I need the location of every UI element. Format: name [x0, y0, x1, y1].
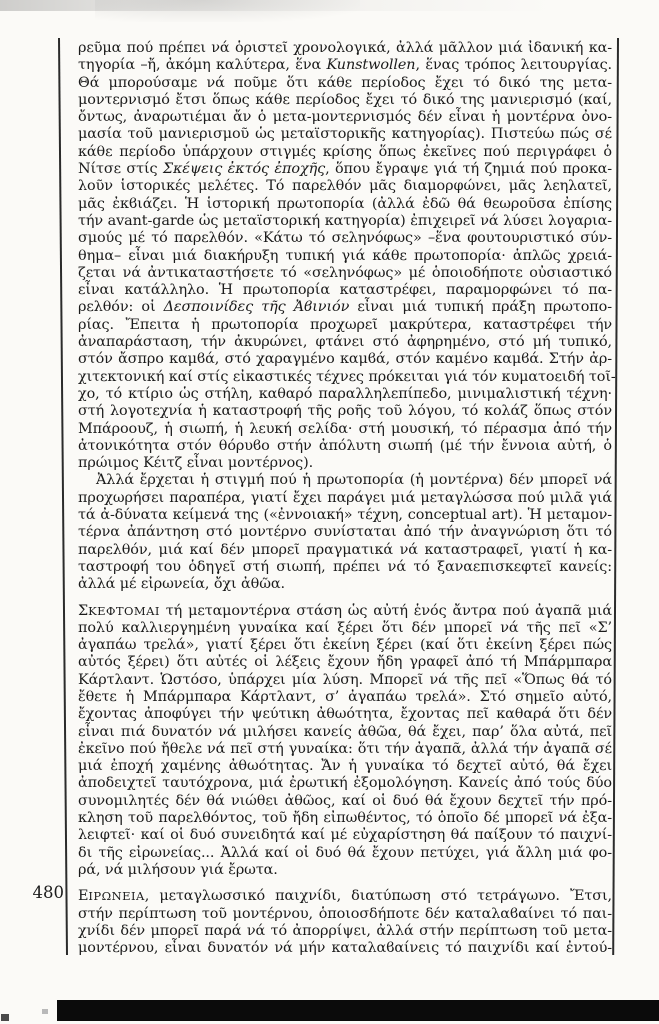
paragraph	[78, 40, 616, 472]
text-column	[78, 40, 616, 957]
text-line: κληση τοῦ παρελθόντος, τοῦ ἤδη εἰπωθέντος, τό ὁποῖο δέ μπορεῖ νά ἐξα-	[78, 810, 612, 827]
page-number: 480	[32, 883, 64, 902]
paragraph	[78, 472, 612, 593]
text-line: ἀναπαράσταση, τήν ἀκυρώνει, φτάνει στό ἀφηρημένο, στό μή τυπικό,	[78, 334, 612, 351]
text-line: μοντέρνου, εἶναι δυνατόν νά μήν καταλαϐαίνεις τό παιχνίδι καί ἐντού-	[78, 940, 612, 957]
text-line: ἔθετε ἡ Μπάρμπαρα Κάρτλαντ, σ’ ἀγαπάω τρελά». Στό σημεῖο αὐτό,	[78, 688, 612, 705]
text-line: δι τῆς εἰρωνείας... Ἀλλά καί οἱ δυό θά ἔχουν πετύχει, γιά ἄλλη μιά φο-	[78, 844, 612, 861]
text-line: ἀποδειχτεῖ ταυτόχρονα, μιά ἐρωτική ἐξομολόγηση. Κανείς ἀπό τούς δύο	[78, 775, 612, 792]
text-line: ρά, νά μιλήσουν γιά ἔρωτα.	[78, 861, 278, 878]
text-line: ρεῦμα πού πρέπει νά ὁριστεῖ χρονολογικά, ἀλλά μᾶλλον μιά ἰδανική κα-	[78, 40, 612, 56]
text-line: ὄντως, ἀναρωτιέμαι ἄν ὁ μετα-μοντερνισμός δέν εἶναι ἡ μοντέρνα ὀνο-	[78, 109, 612, 126]
text-line: Ἀλλά ἔρχεται ἡ στιγμή πού ἡ πρωτοπορία (ἡ μοντέρνα) δέν μπορεῖ νά	[96, 472, 612, 489]
paragraph	[78, 888, 612, 957]
text-line: ταστροφή του ὁδηγεῖ στή σιωπή, πρέπει νά τό ξαναεπισκεφτεῖ κανείς:	[78, 558, 612, 575]
text-line: στήν περίπτωση τοῦ μοντέρνου, ὁποιοσδήποτε δέν καταλαϐαίνει τό παι-	[78, 905, 612, 922]
text-line: μοντερνισμό ἔτσι ὅπως κάθε περίοδος ἔχει τό δικό της μανιερισμό (καί,	[78, 91, 612, 108]
right-margin-rule	[612, 38, 619, 955]
text-line: αὐτός ξέρει) ὅτι αὐτές οἱ λέξεις ἔχουν ἤδη γραφεῖ ἀπό τή Μπάρμπαρα	[78, 654, 612, 671]
text-line: παρελθόν, μιά καί δέν μπορεῖ πραγματικά νά καταστραφεῖ, γιατί ἡ κα-	[78, 541, 612, 558]
text-line: ζεται νά ἀντικαταστήσετε τό «σεληνόφως» μέ ὁποιοδήποτε οὐσιαστικό	[78, 264, 612, 281]
text-line: λειφτεῖ· καί οἱ δυό συνειδητά καί μέ εὐχαρίστηση θά παίξουν τό παιχνί-	[78, 827, 612, 844]
text-line: θημα– εἶναι μιά διακήρυξη τυπική γιά κάθε πρωτοπορία· ἁπλῶς χρειά-	[78, 247, 612, 264]
text-line: τηγορία –ἤ, ἀκόμη καλύτερα, ἕνα Kunstwollen, ἕνας τρόπος λειτουργίας.	[78, 57, 613, 74]
text-line: τέρνα ἀπάντηση στό μοντέρνο συνίσταται ἀπό τήν ἀναγνώριση ὅτι τό	[78, 524, 612, 541]
text-line: στόν ἄσπρο καμϐά, στό χαραγμένο καμϐά, στόν καμένο καμϐά. Στήν ἀρ-	[78, 351, 612, 368]
text-line: χνίδι δέν μπορεῖ παρά νά τό ἀπορρίψει, ἀλλά στήν περίπτωση τοῦ μετα-	[78, 922, 612, 939]
text-line: ΣΚΕΦΤΟΜΑΙ τή μεταμοντέρνα στάση ὡς αὐτή ἑνός ἄντρα πού ἀγαπᾶ μιά	[78, 602, 612, 619]
text-line: χο, τό κτίριο ὡς στήλη, καθαρό παραλληλεπίπεδο, μινιμαλιστική τέχνη·	[78, 385, 612, 402]
text-line: ἐκεῖνο πού ἤθελε νά πεῖ στή γυναίκα: ὅτι τήν ἀγαπᾶ, ἀλλά τήν ἀγαπᾶ σέ	[78, 740, 612, 757]
text-line: ἀλλά μέ εἰρωνεία, ὄχι ἀθῶα.	[78, 576, 285, 593]
text-line: Μπάροουζ, ἡ σιωπή, ἡ λευκή σελίδα· στή μουσική, τό πέρασμα ἀπό τήν	[78, 420, 612, 437]
scan-speck	[1, 1014, 9, 1021]
text-line: ἀγαπάω τρελά», γιατί ξέρει ὅτι ἐκείνη ξέρει (καί ὅτι ἐκείνη ξέρει πώς	[78, 637, 612, 654]
text-line: συνομιλητές δέν θά νιώθει ἀθῶος, καί οἱ δυό θά ἔχουν δεχτεῖ τήν πρό-	[78, 792, 612, 809]
text-line: προχωρήσει παραπέρα, γιατί ἔχει παράγει μιά μεταγλώσσα πού μιλᾶ γιά	[78, 489, 612, 506]
text-line: ρελθόν: οἱ Δεσποινίδες τῆς Ἀϐινιόν εἶναι μιά τυπική πράξη πρωτοπο-	[78, 299, 612, 316]
scan-speck	[42, 1009, 48, 1014]
text-line: Θά μπορούσαμε νά ποῦμε ὅτι κάθε περίοδος ἔχει τό δικό της μετα-	[78, 74, 612, 91]
text-line: εἶναι κατάλληλο. Ἡ πρωτοπορία καταστρέφει, παραμορφώνει τό πα-	[78, 282, 612, 299]
text-line: ἔχοντας ἀποφύγει τήν ψεύτικη ἀθωότητα, ἔχοντας πεῖ καθαρά ὅτι δέν	[78, 706, 612, 723]
text-line: στή λογοτεχνία ἡ καταστροφή τῆς ροῆς τοῦ λόγου, τό κολάζ ὅπως στόν	[78, 403, 612, 420]
scan-noise-blotch	[95, 0, 360, 22]
text-line: σμούς μέ τό παρελθόν. «Κάτω τό σεληνόφως» –ἕνα φουτουριστικό σύν-	[78, 230, 612, 247]
text-line: πολύ καλλιεργημένη γυναίκα καί ξέρει ὅτι δέν μπορεῖ νά τῆς πεῖ «Σ’	[78, 619, 612, 636]
text-line: εἶναι πιά δυνατόν νά μιλήσει κανείς ἀθῶα, θά ἔχει, παρ’ ὅλα αὐτά, πεῖ	[78, 723, 612, 740]
text-line: ρίας. Ἔπειτα ἡ πρωτοπορία προχωρεῖ μακρύτερα, καταστρέφει τήν	[78, 316, 612, 333]
text-line: λοῦν ἱστορικές μελέτες. Τό παρελθόν μᾶς διαμορφώνει, μᾶς λεηλατεῖ,	[78, 178, 612, 195]
text-line: μᾶς ἐκϐιάζει. Ἡ ἱστορική πρωτοπορία (ἀλλά ἐδῶ θά θεωροῦσα ἐπίσης	[78, 195, 612, 212]
paragraph	[78, 603, 612, 880]
scan-bar-bottom	[57, 1000, 659, 1021]
text-line: κάθε περίοδο ὑπάρχουν στιγμές κρίσης ὅπως ἐκεῖνες πού περιγράφει ὁ	[78, 143, 612, 160]
text-line: τήν avant-garde ὡς μεταϊστορική κατηγορία) ἐπιχειρεῖ νά λύσει λογαρια-	[78, 212, 612, 229]
text-line: πρώιμος Κέιτζ εἶναι μοντέρνος).	[78, 455, 314, 472]
text-line: μιά ἐποχή χαμένης ἀθωότητας. Ἄν ἡ γυναίκα τό δεχτεῖ αὐτό, θά ἔχει	[78, 758, 612, 775]
text-line: ΕΙΡΩΝΕΙΑ, μεταγλωσσικό παιχνίδι, διατύπωση στό τετράγωνο. Ἔτσι,	[78, 888, 612, 905]
text-line: Νίτσε στίς Σκέψεις ἐκτός ἐποχῆς, ὅπου ἔγραψε γιά τή ζημιά πού προκα-	[78, 161, 612, 178]
text-line: τά ἀ-δύνατα κείμενά της («ἐννοιακή» τέχνη, conceptual art). Ἡ μεταμον-	[78, 507, 612, 524]
text-line: μασία τοῦ μανιερισμοῦ ὡς μεταϊστορικῆς κατηγορίας). Πιστεύω πώς σέ	[78, 126, 612, 143]
left-margin-rule	[58, 38, 68, 955]
text-line: ἀτονικότητα στόν θόρυϐο στήν ἀπόλυτη σιωπή (μέ τήν ἔννοια αὐτή, ὁ	[78, 437, 612, 454]
text-line: χιτεκτονική καί στίς εἰκαστικές τέχνες πρόκειται γιά τόν κυματοειδή τοῖ-	[78, 368, 616, 385]
text-line: Κάρτλαντ. Ὡστόσο, ὑπάρχει μία λύση. Μπορεῖ νά τῆς πεῖ «Ὅπως θά τό	[78, 671, 612, 688]
